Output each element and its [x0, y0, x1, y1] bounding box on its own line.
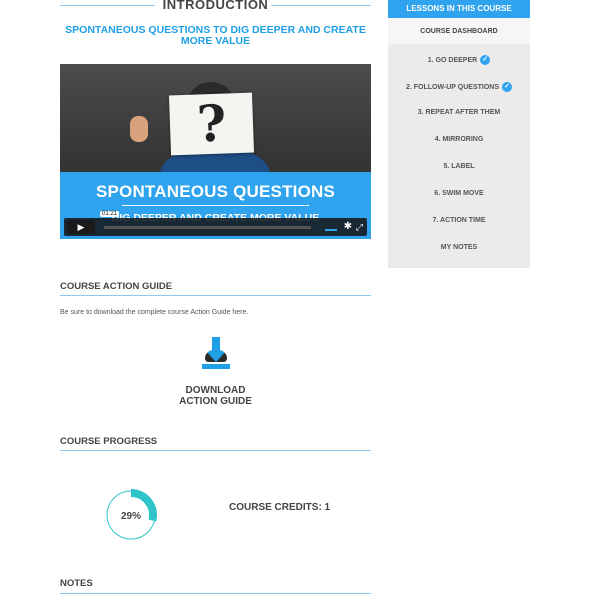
- sidebar-lesson-label: 4. MIRRORING: [434, 136, 484, 143]
- course-progress-rule: [60, 450, 371, 451]
- fullscreen-icon[interactable]: ⤢: [355, 222, 363, 232]
- checkmark-icon: ✓: [502, 82, 512, 92]
- checkmark-icon: ✓: [480, 55, 490, 65]
- sidebar-lesson-label: 1. GO DEEPER: [427, 56, 478, 64]
- hand-left: [130, 116, 148, 142]
- sidebar-lesson-item[interactable]: [388, 55, 530, 65]
- action-guide-text: Be sure to download the complete course Action Guide here.: [60, 309, 249, 316]
- sidebar-lesson-item[interactable]: [388, 244, 530, 251]
- video-controls: [64, 211, 367, 236]
- intro-header: [60, 0, 371, 14]
- question-paper: [169, 93, 254, 156]
- sidebar-lesson-item[interactable]: [388, 217, 530, 224]
- video-banner-title: SPONTANEOUS QUESTIONS: [95, 182, 336, 201]
- play-icon: ▶: [77, 222, 85, 232]
- volume-icon[interactable]: [325, 223, 337, 231]
- question-mark-icon: ?: [195, 93, 228, 154]
- sidebar-lesson-label: 7. ACTION TIME: [432, 217, 486, 224]
- course-credits: COURSE CREDITS: 1: [229, 502, 331, 513]
- sidebar-lesson-label: 3. REPEAT AFTER THEM: [417, 109, 501, 116]
- sidebar-header: LESSONS IN THIS COURSE: [388, 0, 530, 18]
- sidebar-lesson-item[interactable]: [388, 82, 530, 92]
- sidebar-lesson-label: 6. SWIM MOVE: [434, 190, 484, 197]
- page-subtitle: SPONTANEOUS QUESTIONS TO DIG DEEPER AND CREATE MORE VALUE: [65, 24, 366, 47]
- download-icon[interactable]: [202, 337, 230, 370]
- sidebar-lesson-label: 5. LABEL: [443, 163, 475, 170]
- header-rule-right: [271, 5, 371, 6]
- sidebar-lesson-item[interactable]: [388, 190, 530, 197]
- download-action-guide-link[interactable]: [160, 385, 271, 407]
- play-button[interactable]: [67, 220, 95, 234]
- sidebar-lesson-label: MY NOTES: [440, 244, 478, 251]
- progress-donut-chart: [105, 489, 157, 541]
- video-timestamp: 01:21: [102, 211, 118, 217]
- page-title: INTRODUCTION: [162, 0, 269, 12]
- progress-percent-label: 29%: [120, 511, 142, 522]
- gear-icon[interactable]: ✱: [343, 221, 352, 232]
- download-label-line1: DOWNLOAD: [185, 385, 246, 396]
- sidebar-lesson-item[interactable]: [388, 109, 530, 116]
- main-content: [60, 0, 371, 589]
- download-label-line2: ACTION GUIDE: [179, 396, 252, 407]
- lessons-sidebar: [388, 0, 530, 268]
- course-dashboard-link[interactable]: COURSE DASHBOARD: [388, 18, 530, 44]
- video-progress-track[interactable]: [104, 226, 311, 229]
- sidebar-lesson-item[interactable]: [388, 163, 530, 170]
- sidebar-lesson-item[interactable]: [388, 136, 530, 143]
- sidebar-lesson-label: 2. FOLLOW-UP QUESTIONS: [405, 83, 500, 91]
- video-banner-rule: [122, 205, 309, 206]
- action-guide-title: COURSE ACTION GUIDE: [60, 281, 173, 292]
- notes-title: NOTES: [60, 578, 93, 589]
- action-guide-rule: [60, 295, 371, 296]
- notes-rule: [60, 593, 371, 594]
- video-player[interactable]: [60, 64, 371, 239]
- course-progress-title: COURSE PROGRESS: [60, 436, 158, 447]
